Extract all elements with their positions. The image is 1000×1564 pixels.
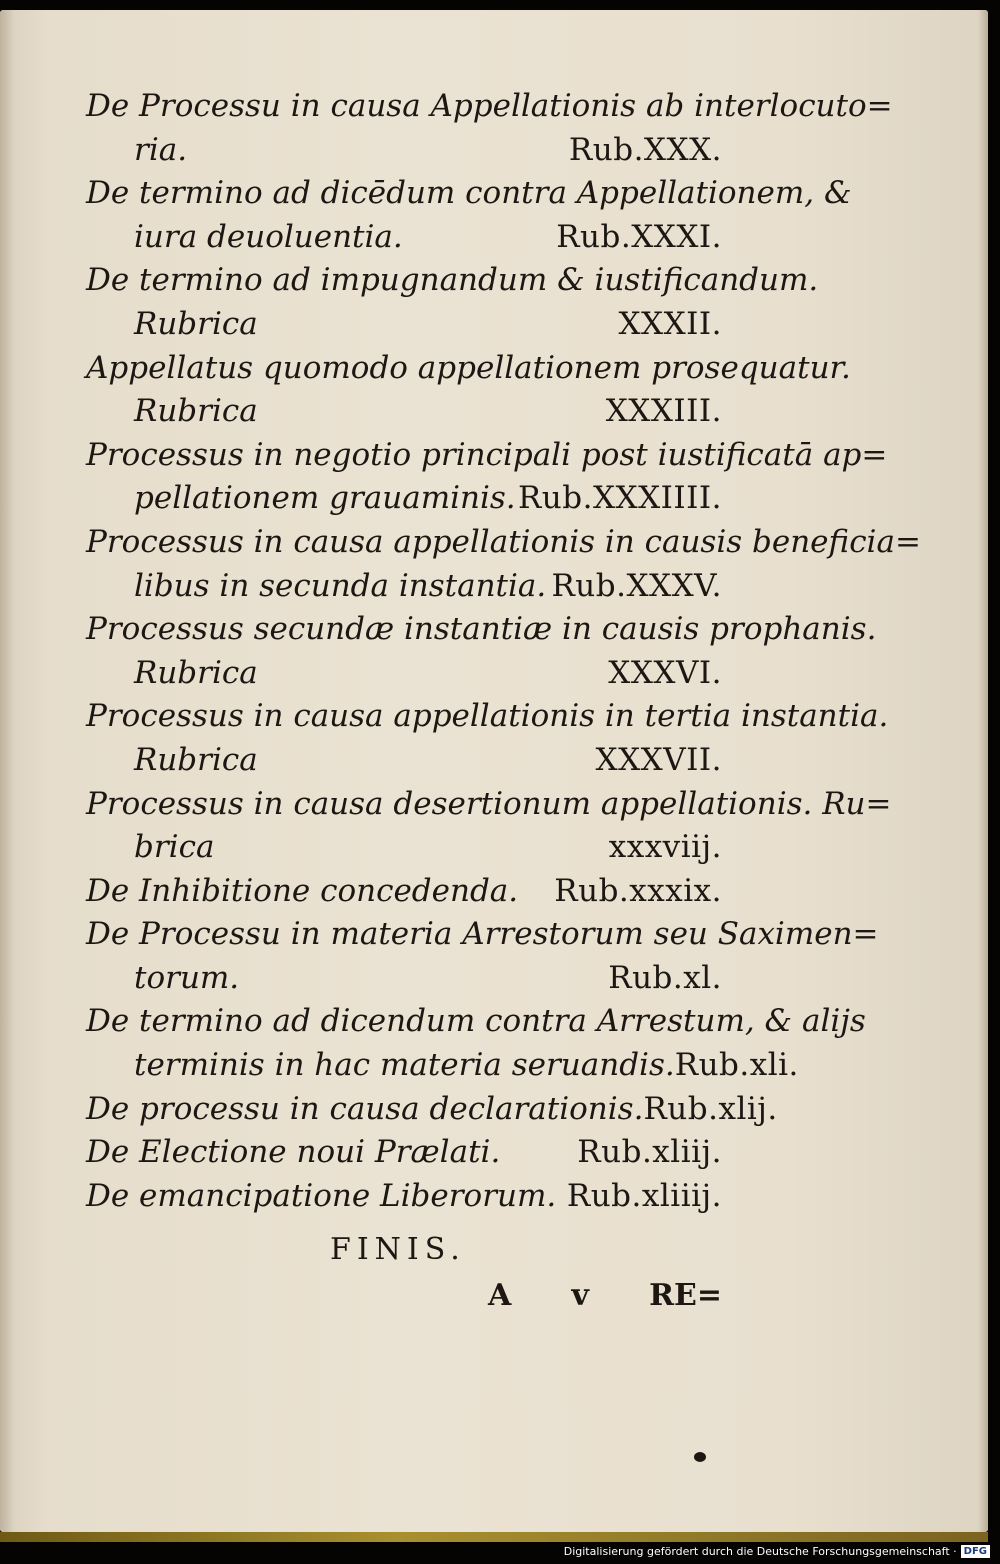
entry-title: De termino ad impugnandum & iustificandum. — [86, 262, 819, 299]
toc-entry-line — [86, 870, 722, 914]
rubric-number: Rub.XXX. — [568, 131, 722, 168]
toc-entry-continuation — [86, 129, 722, 173]
toc-entry — [86, 1131, 722, 1175]
entry-title: De termino ad dicendum contra Arrestum, & alijs — [86, 1003, 866, 1040]
toc-entry-line — [86, 695, 889, 739]
entry-title: Processus in causa appellationis in tertia instantia. — [86, 698, 889, 735]
entry-title: libus in secunda instantia. — [134, 567, 547, 604]
entry-title: ria. — [134, 131, 188, 168]
toc-entry-line — [86, 913, 879, 957]
entry-title: De processu in causa declarationis. — [86, 1090, 644, 1127]
rubric-number: Rub.XXXIIII. — [517, 480, 722, 517]
toc-entry — [86, 259, 819, 346]
rubric-number: Rub.XXXI. — [556, 218, 722, 255]
rubric-number: XXXVI. — [608, 654, 722, 691]
toc-entry — [86, 608, 877, 695]
rubric-number: XXXII. — [618, 305, 722, 342]
entry-title: terminis in hac materia seruandis. — [134, 1047, 675, 1084]
rubric-number: XXXVII. — [595, 741, 722, 778]
rubric-number: Rub.xliij. — [577, 1134, 722, 1171]
toc-entry — [86, 870, 722, 914]
toc-entry-line — [86, 85, 893, 129]
rubric-number: XXXIII. — [605, 393, 722, 430]
toc-entry-line — [86, 259, 819, 303]
rubric-number: Rub.XXXV. — [551, 567, 722, 604]
entry-title: Rubrica — [134, 741, 258, 778]
toc-entry-line — [86, 347, 851, 391]
entry-title: Processus in negotio principali post iustificatā ap= — [86, 436, 888, 473]
entry-title: De Electione noui Prælati. — [86, 1134, 501, 1171]
entry-title: Rubrica — [134, 654, 258, 691]
toc-entry — [86, 85, 893, 172]
toc-entry-line — [86, 1000, 866, 1044]
toc-entry-line — [86, 1175, 722, 1219]
catchword: RE= — [649, 1278, 722, 1313]
dfg-logo-icon: DFG — [961, 1545, 990, 1558]
gilt-edge — [0, 1532, 988, 1542]
book-page — [0, 10, 988, 1532]
entry-title: Processus in causa appellationis in causis beneficia= — [86, 523, 921, 560]
toc-entry — [86, 913, 879, 1000]
toc-entry — [86, 521, 921, 608]
entry-title: Rubrica — [134, 305, 258, 342]
toc-entry-line — [86, 783, 892, 827]
toc-entry-continuation — [86, 739, 722, 783]
toc-entry-continuation — [86, 565, 722, 609]
toc-entry — [86, 172, 852, 259]
toc-entry-continuation — [86, 390, 722, 434]
entry-title: De Processu in causa Appellationis ab interlocuto= — [86, 88, 893, 124]
entry-title: De Inhibitione concedenda. — [86, 872, 519, 909]
entry-title: Rubrica — [134, 393, 258, 430]
rubric-number: Rub.xlij. — [643, 1090, 778, 1127]
toc-entry-line — [86, 1088, 778, 1132]
signature-number: v — [571, 1278, 589, 1313]
table-of-contents — [86, 85, 921, 1218]
toc-entry-continuation — [86, 652, 722, 696]
signature-mark: A — [488, 1278, 512, 1313]
page-edge-shadow — [978, 10, 988, 1532]
entry-title: torum. — [134, 959, 240, 996]
entry-title: Appellatus quomodo appellationem prosequatur. — [86, 349, 851, 386]
toc-entry — [86, 695, 889, 782]
finis-text: FINIS. — [330, 1232, 466, 1267]
rubric-number: Rub.xliiij. — [566, 1177, 722, 1214]
entry-title: Processus in causa desertionum appellationis. Ru= — [86, 785, 892, 822]
entry-title: brica — [134, 829, 215, 866]
signature-line — [488, 1278, 722, 1313]
toc-entry — [86, 783, 892, 870]
rubric-number: Rub.xli. — [674, 1047, 799, 1084]
entry-title: pellationem grauaminis. — [134, 480, 516, 517]
toc-entry — [86, 347, 851, 434]
toc-entry-continuation — [86, 216, 722, 260]
toc-entry-continuation — [86, 303, 722, 347]
ink-spot — [694, 1452, 706, 1462]
toc-entry-line — [86, 434, 888, 478]
toc-entry-line — [86, 1131, 722, 1175]
entry-title: De Processu in materia Arrestorum seu Saximen= — [86, 916, 879, 953]
toc-entry-continuation — [86, 1044, 799, 1088]
toc-entry-continuation — [86, 826, 722, 870]
toc-entry — [86, 1000, 866, 1087]
toc-entry — [86, 1175, 722, 1219]
toc-entry-line — [86, 521, 921, 565]
toc-entry-line — [86, 608, 877, 652]
rubric-number: Rub.xl. — [608, 959, 722, 996]
entry-title: De emancipatione Liberorum. — [86, 1177, 557, 1214]
rubric-number: Rub.xxxix. — [554, 872, 722, 909]
footer-credit — [564, 1545, 990, 1558]
toc-entry — [86, 1088, 778, 1132]
toc-entry-line — [86, 172, 852, 216]
toc-entry — [86, 434, 888, 521]
toc-entry-continuation — [86, 477, 722, 521]
entry-title: De termino ad dicēdum contra Appellationem, & — [86, 175, 852, 212]
entry-title: Processus secundæ instantiæ in causis prophanis. — [86, 611, 877, 648]
credit-text: Digitalisierung gefördert durch die Deutsche Forschungsgemeinschaft · — [563, 1545, 957, 1558]
rubric-number: xxxviij. — [608, 829, 722, 866]
toc-entry-continuation — [86, 957, 722, 1001]
entry-title: iura deuoluentia. — [134, 218, 403, 255]
